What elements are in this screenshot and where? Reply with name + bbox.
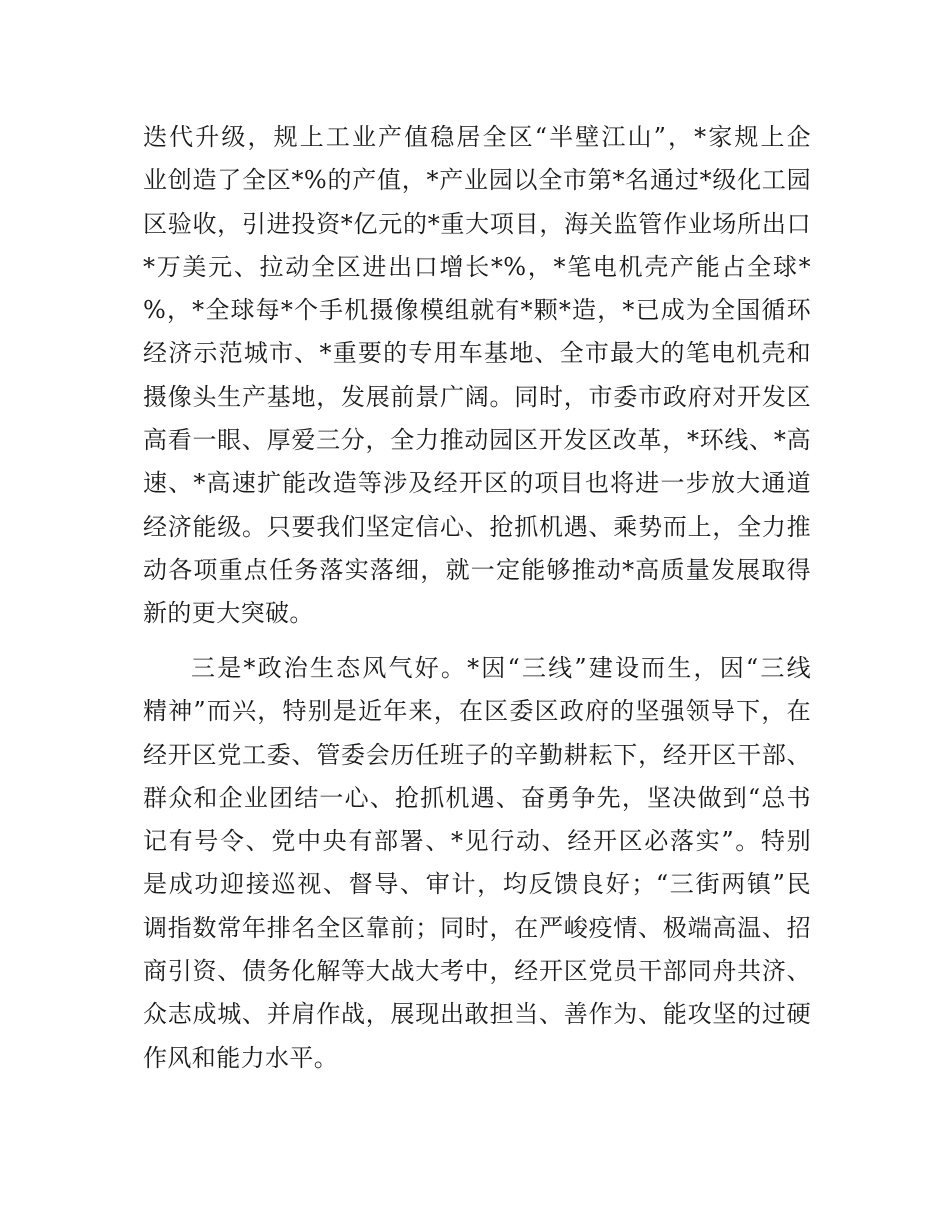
paragraph-line: 调指数常年排名全区靠前；同时，在严峻疫情、极端高温、招	[143, 913, 811, 942]
paragraph-line: 作风和能力水平。	[143, 1043, 339, 1072]
paragraph-line: 是成功迎接巡视、督导、审计，均反馈良好；“三街两镇”民	[143, 870, 811, 899]
paragraph-line: 商引资、债务化解等大战大考中，经开区党员干部同舟共济、	[143, 957, 811, 986]
paragraph-line: 高看一眼、厚爱三分，全力推动园区开发区改革，*环线、*高	[143, 426, 811, 455]
paragraph-line: 摄像头生产基地，发展前景广阔。同时，市委市政府对开发区	[143, 382, 811, 411]
paragraph-line: 经济示范城市、*重要的专用车基地、全市最大的笔电机壳和	[143, 339, 811, 368]
paragraph-line: 迭代升级，规上工业产值稳居全区“半壁江山”，*家规上企	[143, 123, 811, 151]
paragraph-line: %，*全球每*个手机摄像模组就有*颗*造，*已成为全国循环	[143, 296, 811, 325]
paragraph-line: 经开区党工委、管委会历任班子的辛勤耕耘下，经开区干部、	[143, 740, 811, 769]
paragraph-line: 业创造了全区*%的产值，*产业园以全市第*名通过*级化工园	[143, 166, 811, 195]
paragraph-line: 众志成城、并肩作战，展现出敢担当、善作为、能攻坚的过硬	[143, 1000, 811, 1029]
paragraph-line: 三是*政治生态风气好。*因“三线”建设而生，因“三线	[191, 654, 811, 682]
paragraph-line: 精神”而兴，特别是近年来，在区委区政府的坚强领导下，在	[143, 697, 811, 726]
paragraph-1	[143, 116, 811, 636]
paragraph-line: 区验收，引进投资*亿元的*重大项目，海关监管作业场所出口	[143, 209, 811, 238]
paragraph-line: 动各项重点任务落实落细，就一定能够推动*高质量发展取得	[143, 555, 811, 584]
paragraph-line: *万美元、拉动全区进出口增长*%，*笔电机壳产能占全球*	[143, 252, 811, 281]
paragraph-line: 记有号令、党中央有部署、*见行动、经开区必落实”。特别	[143, 827, 811, 856]
paragraph-line: 群众和企业团结一心、抢抓机遇、奋勇争先，坚决做到“总书	[143, 783, 811, 812]
paragraph-line: 经济能级。只要我们坚定信心、抢抓机遇、乘势而上，全力推	[143, 512, 811, 541]
paragraph-line: 速、*高速扩能改造等涉及经开区的项目也将进一步放大通道	[143, 469, 811, 498]
paragraph-2	[143, 647, 811, 1080]
paragraph-line: 新的更大突破。	[143, 599, 314, 628]
